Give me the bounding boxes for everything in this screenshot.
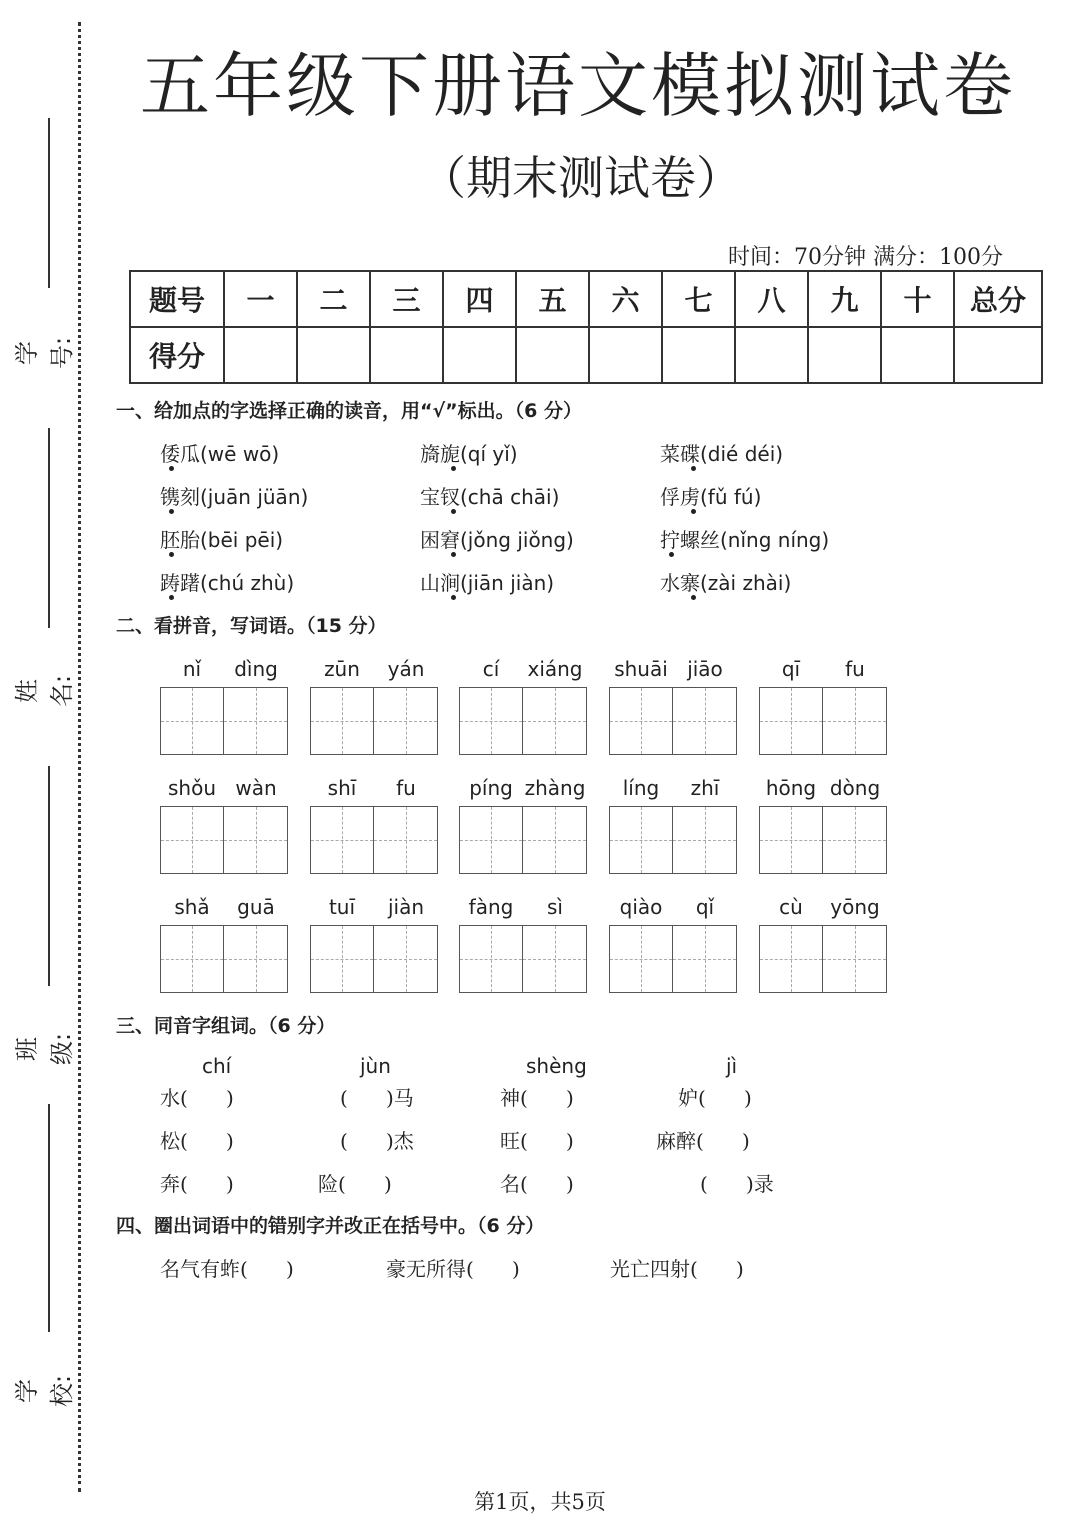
score-header-cell: 总分: [954, 271, 1042, 327]
writing-grid[interactable]: [160, 925, 288, 993]
item-word: 胚胎: [160, 528, 200, 552]
emphasis-dot: [691, 509, 696, 514]
homophone-item[interactable]: 险( ): [318, 1172, 392, 1196]
homophone-pinyin: jùn: [360, 1054, 391, 1078]
pinyin-syllable: dòng: [829, 776, 881, 800]
score-header-cell: 二: [297, 271, 370, 327]
pronunciation-item: [660, 438, 783, 467]
writing-cell[interactable]: [523, 688, 586, 754]
item-options: (chú zhù): [200, 571, 295, 595]
pinyin-syllable: zūn: [324, 657, 360, 681]
item-word: 宝钗: [420, 485, 460, 509]
score-table-header-row: [130, 271, 1042, 327]
score-header-cell: 题号: [130, 271, 224, 327]
pinyin-syllable: yōng: [830, 895, 880, 919]
item-word: 水寨: [660, 571, 700, 595]
writing-cell[interactable]: [224, 688, 287, 754]
item-word: 倭瓜: [160, 442, 200, 466]
writing-grid[interactable]: [459, 687, 587, 755]
emphasis-dot: [169, 552, 174, 557]
writing-cell[interactable]: [823, 926, 886, 992]
writing-cell[interactable]: [161, 688, 224, 754]
score-cell[interactable]: [662, 327, 735, 383]
item-options: (qí yǐ): [460, 442, 518, 466]
writing-grid[interactable]: [459, 806, 587, 874]
writing-cell[interactable]: [161, 807, 224, 873]
score-cell[interactable]: [735, 327, 808, 383]
writing-cell[interactable]: [760, 688, 823, 754]
pinyin-syllable: zhī: [690, 776, 720, 800]
pronunciation-item: [160, 524, 283, 553]
score-header-cell: 十: [881, 271, 954, 327]
writing-grid[interactable]: [759, 687, 887, 755]
score-cell[interactable]: [516, 327, 589, 383]
writing-cell[interactable]: [760, 807, 823, 873]
student-id-line: [48, 118, 50, 288]
writing-cell[interactable]: [610, 807, 673, 873]
pinyin-syllable: fu: [845, 657, 865, 681]
section3-heading: 三、同音字组词。（6 分）: [116, 1015, 336, 1037]
score-cell[interactable]: [881, 327, 954, 383]
emphasis-dot: [451, 466, 456, 471]
pinyin-syllable: qǐ: [695, 895, 715, 919]
writing-cell[interactable]: [823, 807, 886, 873]
writing-grid[interactable]: [759, 925, 887, 993]
writing-cell[interactable]: [610, 926, 673, 992]
writing-grid[interactable]: [759, 806, 887, 874]
pinyin-syllable: cù: [779, 895, 803, 919]
score-header-cell: 三: [370, 271, 443, 327]
writing-grid[interactable]: [310, 687, 438, 755]
homophone-item[interactable]: 名( ): [500, 1172, 574, 1196]
pinyin-syllable: shuāi: [614, 657, 668, 681]
writing-cell[interactable]: [374, 926, 437, 992]
page-title: 五年级下册语文模拟测试卷: [140, 45, 1016, 127]
writing-cell[interactable]: [374, 807, 437, 873]
writing-grid[interactable]: [160, 806, 288, 874]
pinyin-syllable: jiàn: [387, 895, 425, 919]
score-table: [129, 270, 1043, 384]
homophone-item[interactable]: 妒( ): [678, 1086, 752, 1110]
pinyin-syllable: yán: [387, 657, 425, 681]
name-label: 姓名:: [13, 674, 76, 708]
score-cell[interactable]: [370, 327, 443, 383]
emphasis-dot: [169, 509, 174, 514]
homophone-pinyin: jì: [726, 1054, 738, 1078]
writing-grid[interactable]: [609, 806, 737, 874]
pinyin-syllable: dìng: [234, 657, 278, 681]
school-line: [48, 1104, 50, 1332]
pinyin-syllable: nǐ: [182, 657, 202, 681]
writing-grid[interactable]: [310, 925, 438, 993]
pinyin-syllable: jiāo: [687, 657, 723, 681]
section4-heading: 四、圈出词语中的错别字并改正在括号中。（6 分）: [116, 1215, 545, 1237]
pinyin-syllable: fu: [396, 776, 416, 800]
writing-grid[interactable]: [160, 687, 288, 755]
pinyin-syllable: guā: [237, 895, 275, 919]
school-label: 学校:: [13, 1374, 76, 1408]
homophone-item[interactable]: ( )录: [700, 1172, 774, 1196]
pronunciation-item: [660, 481, 761, 510]
writing-cell[interactable]: [161, 926, 224, 992]
writing-cell[interactable]: [311, 926, 374, 992]
score-header-cell: 八: [735, 271, 808, 327]
score-cell[interactable]: [808, 327, 881, 383]
writing-cell[interactable]: [311, 688, 374, 754]
pronunciation-item: [160, 567, 294, 596]
writing-grid[interactable]: [609, 687, 737, 755]
writing-cell[interactable]: [523, 926, 586, 992]
homophone-item[interactable]: 松( ): [160, 1129, 234, 1153]
pronunciation-item: [420, 567, 554, 596]
time-info: 时间：70分钟 满分：100分: [728, 245, 1003, 270]
page-subtitle: （期末测试卷）: [420, 151, 742, 205]
score-header-cell: 九: [808, 271, 881, 327]
homophone-item[interactable]: ( )杰: [340, 1129, 414, 1153]
binding-dashed-line: [78, 22, 81, 1492]
emphasis-dot: [169, 595, 174, 600]
emphasis-dot: [169, 466, 174, 471]
item-word: 拧螺丝: [660, 528, 720, 552]
item-options: (jǒng jiǒng): [460, 528, 574, 552]
writing-cell[interactable]: [224, 807, 287, 873]
homophone-item[interactable]: 奔( ): [160, 1172, 234, 1196]
class-line: [48, 766, 50, 986]
section2-heading: 二、看拼音，写词语。（15 分）: [116, 615, 387, 637]
item-word: 旖旎: [420, 442, 460, 466]
pinyin-syllable: hōng: [765, 776, 817, 800]
item-word: 踌躇: [160, 571, 200, 595]
pinyin-syllable: tuī: [328, 895, 356, 919]
item-options: (fǔ fú): [700, 485, 762, 509]
emphasis-dot: [451, 595, 456, 600]
typo-item[interactable]: 豪无所得( ): [386, 1257, 520, 1281]
score-row-label: 得分: [130, 327, 224, 383]
pronunciation-item: [420, 481, 559, 510]
emphasis-dot: [451, 552, 456, 557]
writing-cell[interactable]: [224, 926, 287, 992]
score-header-cell: 七: [662, 271, 735, 327]
homophone-pinyin: chí: [202, 1054, 232, 1078]
writing-cell[interactable]: [673, 926, 736, 992]
student-id-label: 学号:: [13, 336, 76, 370]
score-cell[interactable]: [297, 327, 370, 383]
score-cell[interactable]: [954, 327, 1042, 383]
score-header-cell: 六: [589, 271, 662, 327]
pinyin-syllable: qī: [781, 657, 801, 681]
writing-cell[interactable]: [460, 926, 523, 992]
item-options: (jiān jiàn): [460, 571, 555, 595]
homophone-item[interactable]: 旺( ): [500, 1129, 574, 1153]
emphasis-dot: [691, 466, 696, 471]
homophone-item[interactable]: 麻醉( ): [656, 1129, 750, 1153]
score-header-cell: 五: [516, 271, 589, 327]
item-options: (zài zhài): [700, 571, 792, 595]
pinyin-syllable: shǒu: [167, 776, 216, 800]
writing-cell[interactable]: [460, 688, 523, 754]
writing-grid[interactable]: [459, 925, 587, 993]
emphasis-dot: [691, 595, 696, 600]
score-header-cell: 四: [443, 271, 516, 327]
pinyin-syllable: xiáng: [527, 657, 583, 681]
pronunciation-item: [160, 438, 279, 467]
homophone-item[interactable]: 水( ): [160, 1086, 234, 1110]
writing-cell[interactable]: [673, 807, 736, 873]
emphasis-dot: [451, 509, 456, 514]
score-table-score-row: [130, 327, 1042, 383]
emphasis-dot: [669, 552, 674, 557]
pinyin-syllable: shī: [327, 776, 357, 800]
pinyin-syllable: wàn: [235, 776, 277, 800]
item-options: (chā chāi): [460, 485, 560, 509]
homophone-pinyin: shèng: [526, 1054, 587, 1078]
item-word: 山涧: [420, 571, 460, 595]
pinyin-syllable: shǎ: [174, 895, 210, 919]
pinyin-syllable: fàng: [468, 895, 514, 919]
score-cell[interactable]: [224, 327, 297, 383]
pinyin-syllable: píng: [469, 776, 513, 800]
writing-cell[interactable]: [460, 807, 523, 873]
typo-item[interactable]: 光亡四射( ): [610, 1257, 744, 1281]
item-word: 俘虏: [660, 485, 700, 509]
name-line: [48, 428, 50, 628]
pinyin-syllable: sì: [547, 895, 563, 919]
writing-cell[interactable]: [610, 688, 673, 754]
homophone-item[interactable]: ( )马: [340, 1086, 414, 1110]
page-number: 第1页，共5页: [474, 1490, 606, 1514]
pronunciation-item: [420, 524, 574, 553]
pronunciation-item: [660, 524, 829, 553]
writing-cell[interactable]: [374, 688, 437, 754]
item-options: (dié déi): [700, 442, 784, 466]
score-cell[interactable]: [589, 327, 662, 383]
pinyin-syllable: zhàng: [524, 776, 586, 800]
writing-cell[interactable]: [823, 688, 886, 754]
writing-cell[interactable]: [311, 807, 374, 873]
writing-grid[interactable]: [310, 806, 438, 874]
item-options: (nǐng níng): [720, 528, 830, 552]
score-cell[interactable]: [443, 327, 516, 383]
writing-cell[interactable]: [760, 926, 823, 992]
writing-grid[interactable]: [609, 925, 737, 993]
pronunciation-item: [660, 567, 791, 596]
score-header-cell: 一: [224, 271, 297, 327]
writing-cell[interactable]: [523, 807, 586, 873]
pinyin-syllable: cí: [482, 657, 500, 681]
class-label: 班级:: [13, 1032, 76, 1066]
pinyin-syllable: líng: [622, 776, 660, 800]
pronunciation-item: [420, 438, 518, 467]
writing-cell[interactable]: [673, 688, 736, 754]
typo-item[interactable]: 名气有蚱( ): [160, 1257, 294, 1281]
item-options: (juān jüān): [200, 485, 309, 509]
item-word: 镌刻: [160, 485, 200, 509]
pinyin-syllable: qiào: [619, 895, 663, 919]
pronunciation-item: [160, 481, 308, 510]
homophone-item[interactable]: 神( ): [500, 1086, 574, 1110]
item-options: (wē wō): [200, 442, 280, 466]
item-word: 菜碟: [660, 442, 700, 466]
item-word: 困窘: [420, 528, 460, 552]
item-options: (bēi pēi): [200, 528, 284, 552]
section1-heading: 一、给加点的字选择正确的读音，用“√”标出。（6 分）: [116, 400, 582, 422]
